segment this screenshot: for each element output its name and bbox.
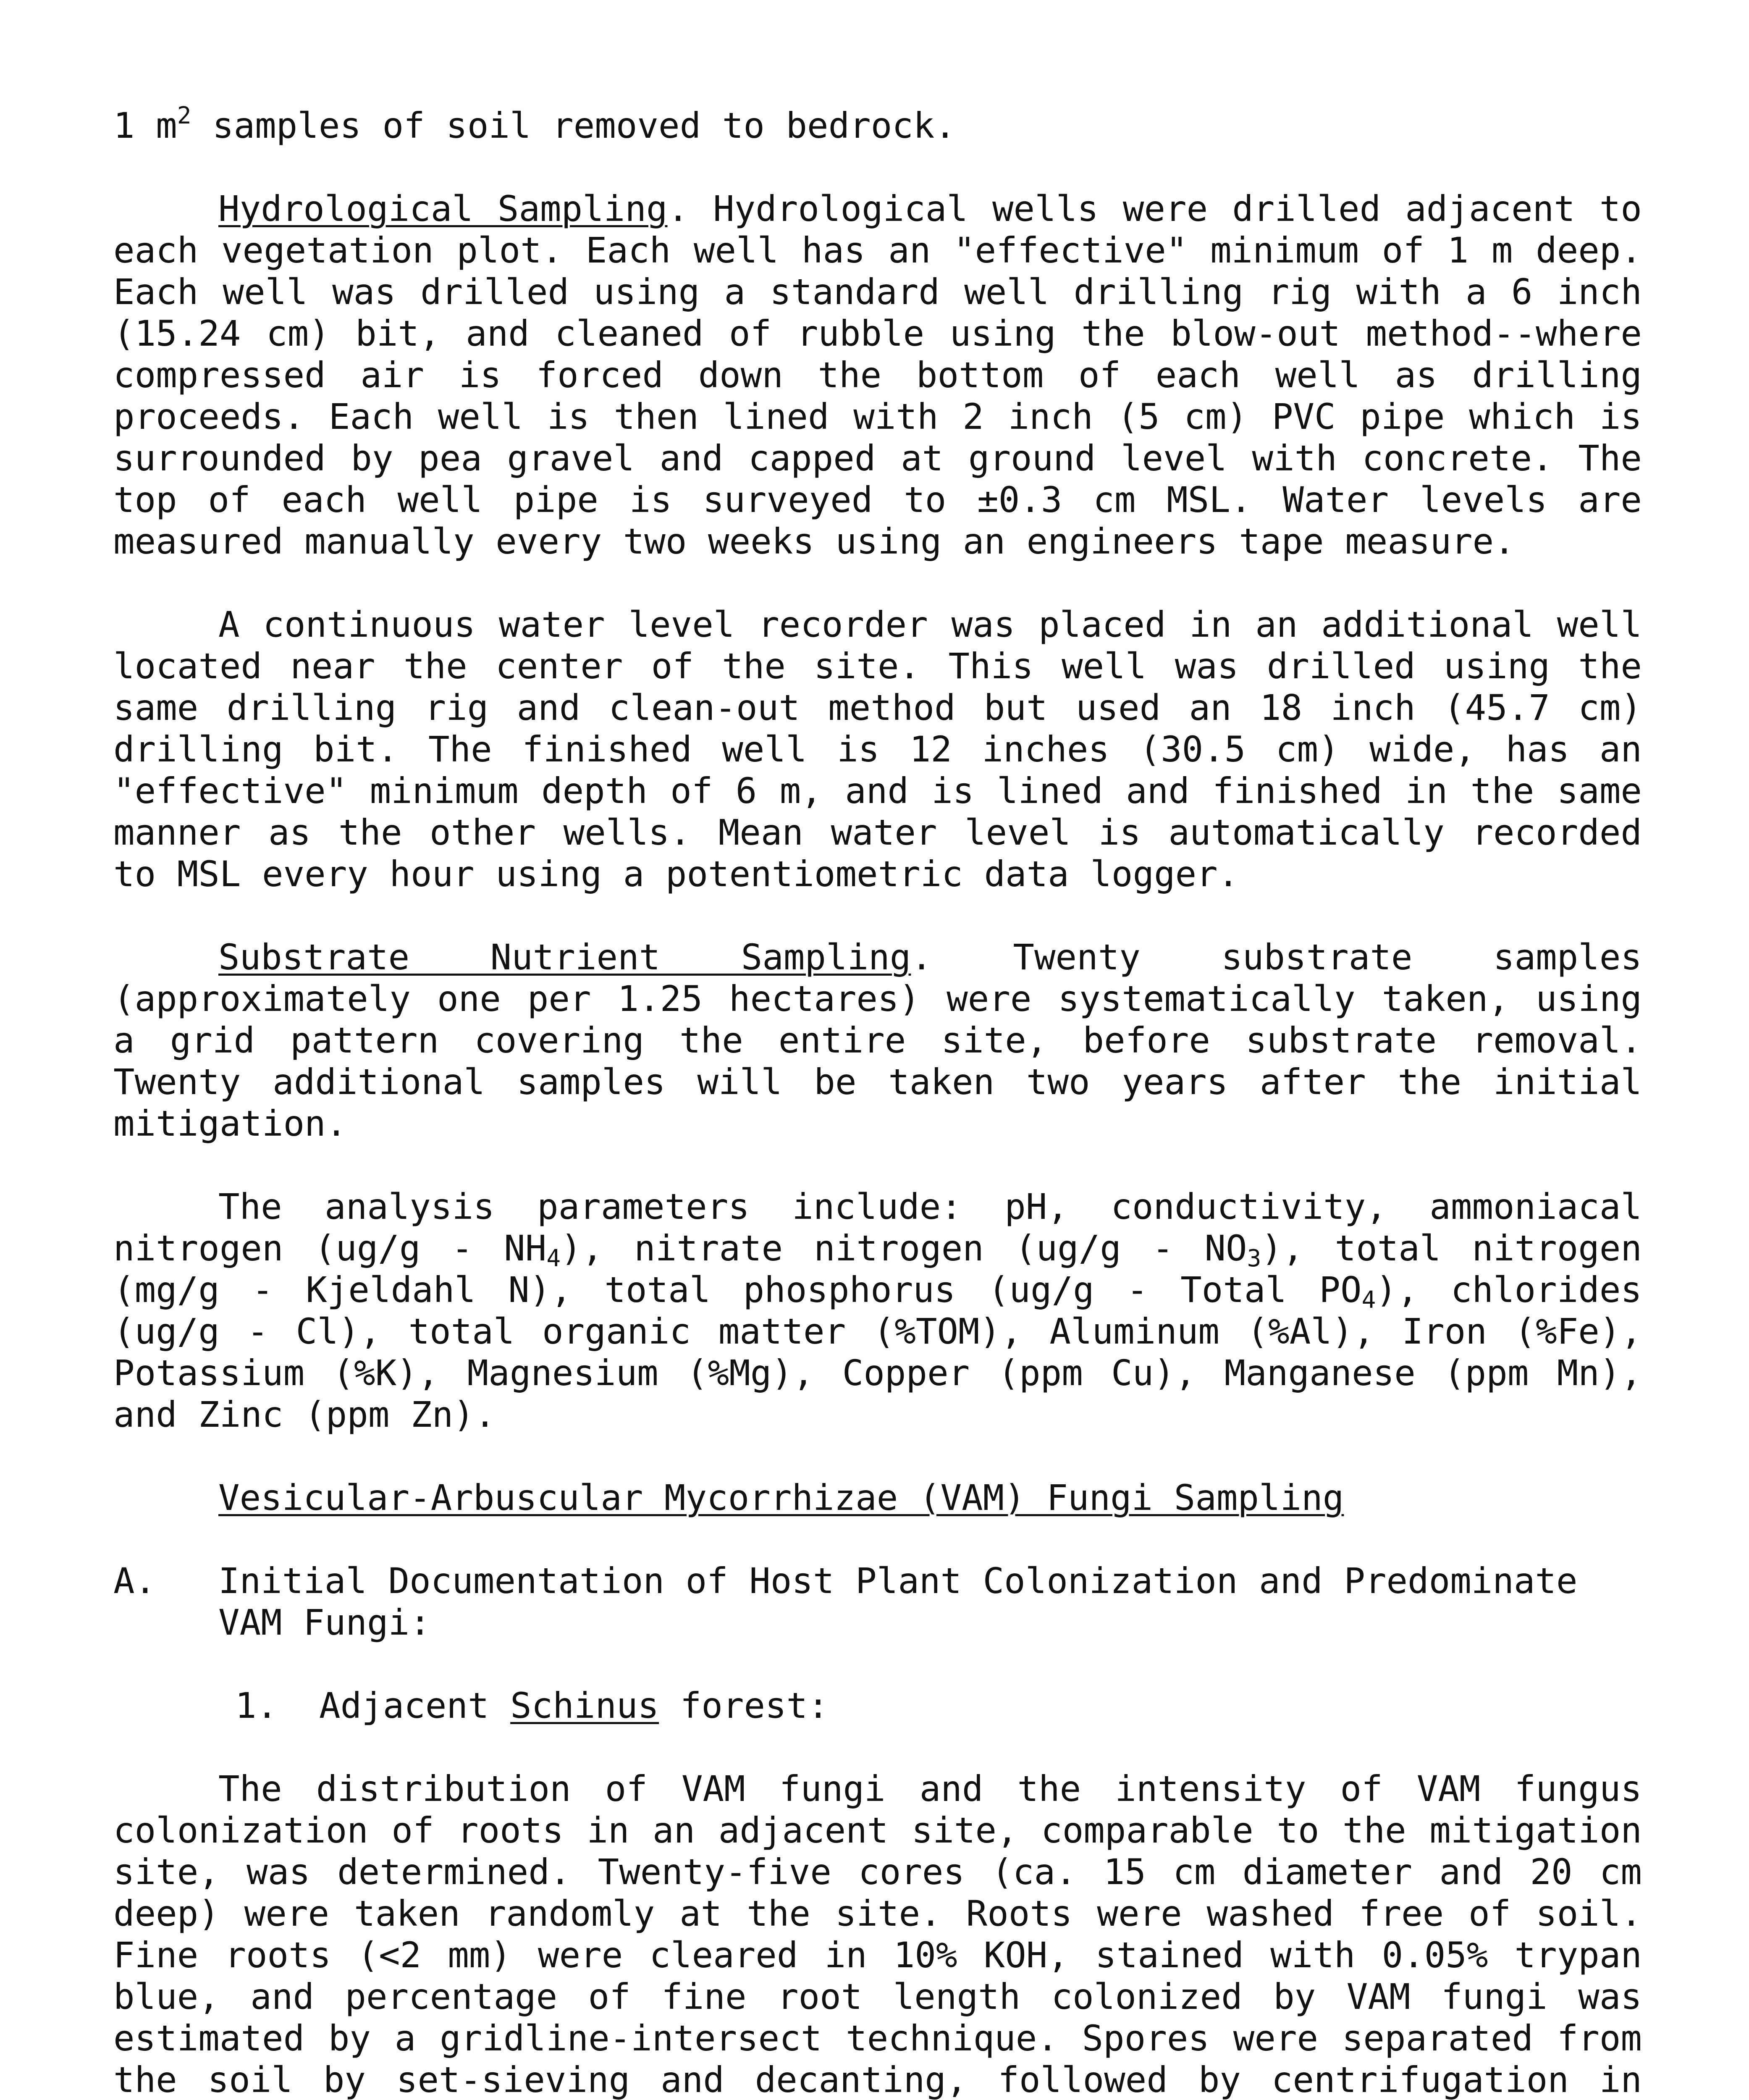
substrate-heading: Substrate Nutrient Sampling [218, 937, 911, 978]
hydrological-text: . Hydrological wells were drilled adjacent to each vegetation plot. Each well has an "effective" minimum of 1 m deep. Each well was drilled using a standard well drilling rig with a 6 inch (15.24 cm) bit, and cleaned of rubble using the blow-out method--where compressed air is forced down the bottom of each well as drilling proceeds. Each well is then lined with 2 inch (5 cm) PVC pipe which is surrounded by pea gravel and capped at ground level with concrete. The top of each well pipe is surveyed to ±0.3 cm MSL. Water levels are measured manually every two weeks using an engineers tape measure. [113, 188, 1642, 562]
analysis-text-3: ), total nitrogen (mg/g - Kjeldahl N), total phosphorus (ug/g - Total PO [113, 1228, 1642, 1310]
hydrological-paragraph [113, 188, 1642, 562]
distribution-paragraph: The distribution of VAM fungi and the intensity of VAM fungus colonization of roots in an adjacent site, comparable to the mitigation site, was determined. Twenty-five cores (ca. 15 cm diameter and 20 cm deep) were taken randomly at the site. Roots were washed free of soil. Fine roots (<2 mm) were cleared in 10% KOH, stained with 0.05% trypan blue, and percentage of fine root length colonized by VAM fungi was estimated by a gridline-intersect technique. Spores were separated from the soil by set-sieving and decanting, followed by centrifugation in [113, 1768, 1642, 2100]
page-body [113, 102, 1642, 2100]
continuous-recorder-paragraph: A continuous water level recorder was placed in an additional well located near the center of the site. This well was drilled using the same drilling rig and clean-out method but used an 18 inch (45.7 cm) drilling bit. The finished well is 12 inches (30.5 cm) wide, has an "effective" minimum depth of 6 m, and is lined and finished in the same manner as the other wells. Mean water level is automatically recorded to MSL every hour using a potentiometric data logger. [113, 604, 1642, 895]
substrate-paragraph [113, 937, 1642, 1144]
list-text-1-start: Adjacent [319, 1685, 511, 1726]
vam-heading-text: Vesicular-Arbuscular Mycorrhizae (VAM) Fungi Sampling [218, 1477, 1344, 1518]
subscript-nh4: 4 [546, 1245, 561, 1272]
list-item-1 [235, 1685, 1642, 1727]
list-item-a [113, 1560, 1642, 1643]
list-text-1-end: forest: [659, 1685, 829, 1726]
analysis-text-4: ), chlorides (ug/g - Cl), total organic matter (%TOM), Aluminum (%Al), Iron (%Fe), Potassium (%K), Magnesium (%Mg), Copper (ppm Cu), Manganese (ppm Mn), and Zinc (ppm Zn). [113, 1269, 1642, 1435]
analysis-paragraph [113, 1186, 1642, 1436]
list-marker-1: 1. [235, 1685, 278, 1726]
bedrock-sentence [113, 102, 1642, 147]
substrate-text: . Twenty substrate samples (approximately one per 1.25 hectares) were systematically taken, using a grid pattern covering the entire site, before substrate removal. Twenty additional samples will be taken two years after the initial mitigation. [113, 937, 1642, 1144]
list-text-a: Initial Documentation of Host Plant Colonization and Predominate VAM Fungi: [218, 1560, 1578, 1643]
vam-section-heading [218, 1477, 1642, 1519]
bedrock-text-start: 1 m [113, 105, 177, 146]
schinus-genus: Schinus [510, 1685, 659, 1726]
bedrock-text-end: samples of soil removed to bedrock. [191, 105, 956, 146]
list-marker-a: A. [113, 1560, 156, 1601]
analysis-text-1: The analysis parameters include: pH, conductivity, ammoniacal nitrogen (ug/g - NH [113, 1186, 1642, 1269]
subscript-no3: 3 [1247, 1245, 1261, 1272]
subscript-po4: 4 [1361, 1286, 1376, 1314]
hydrological-heading: Hydrological Sampling [218, 188, 668, 229]
analysis-text-2: ), nitrate nitrogen (ug/g - NO [561, 1228, 1247, 1269]
superscript-two: 2 [177, 102, 191, 129]
list-text-1 [319, 1685, 829, 1727]
